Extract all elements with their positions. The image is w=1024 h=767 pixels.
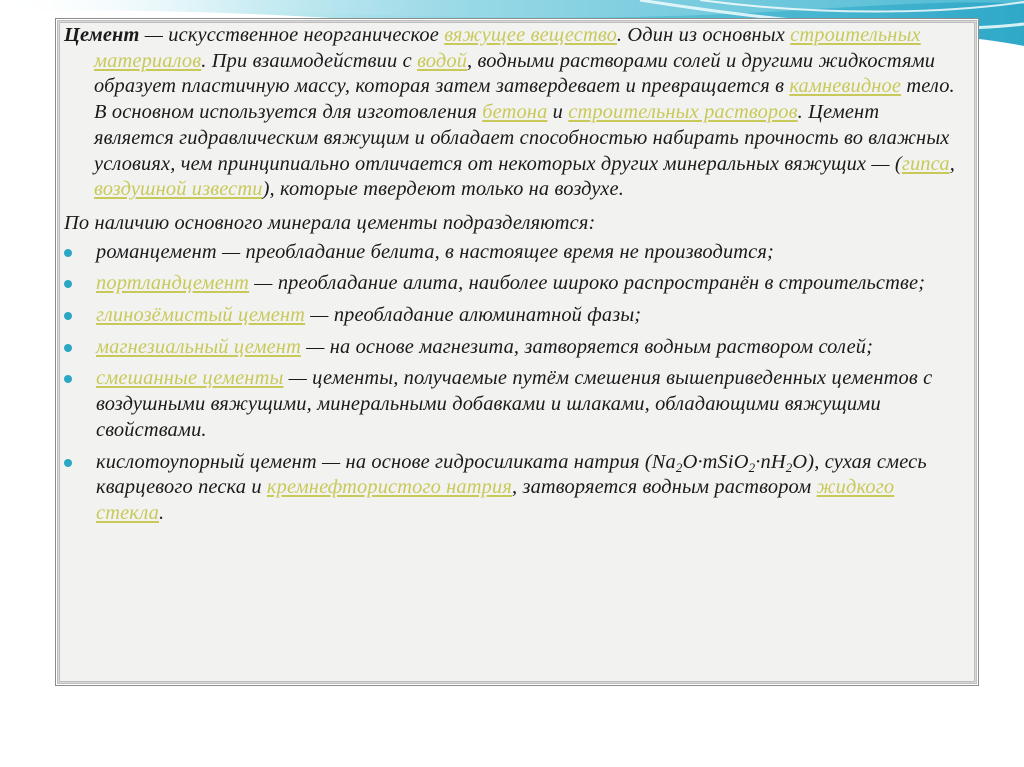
list-item: смешанные цементы — цементы, получаемые путём смешения вышеприведенных цементов с воздушными вяжущими, минеральными добавками и шлаками, обладающими вяжущими свойствами.: [64, 366, 964, 443]
bullet-icon: [64, 249, 72, 257]
list-item: романцемент — преобладание белита, в настоящее время не производится;: [64, 240, 964, 266]
slide-text: [64, 23, 964, 533]
bullet-icon: [64, 459, 72, 467]
bullet-icon: [64, 375, 72, 383]
link-magnesia-cement[interactable]: магнезиальный цемент: [96, 335, 301, 358]
link-binder[interactable]: вяжущее вещество: [444, 24, 617, 46]
list-item: кислотоупорный цемент — на основе гидросиликата натрия $(Na_2O\cdot mSiO_2\cdot nH_2O)$, сухая смесь кварцевого песка и кремнефтористого натрия, затворяется водным раствором жидкого стекла.: [64, 450, 964, 527]
term-cement: Цемент: [64, 24, 140, 46]
link-portland-cement[interactable]: портландцемент: [96, 272, 250, 295]
link-gypsum[interactable]: гипса: [901, 152, 950, 175]
bullet-icon: [64, 280, 72, 288]
list-item: портландцемент — преобладание алита, наиболее широко распространён в строительстве;: [64, 271, 964, 297]
link-sodium-fluorosilicate[interactable]: кремнефтористого натрия: [266, 476, 512, 499]
link-alumina-cement[interactable]: глинозёмистый цемент: [96, 304, 306, 327]
link-stonelike[interactable]: камневидное: [789, 75, 902, 98]
link-liquid-glass[interactable]: жидкого стекла: [96, 476, 895, 524]
bullet-icon: [64, 312, 72, 320]
link-mixed-cements[interactable]: смешанные цементы: [96, 367, 284, 390]
link-air-lime[interactable]: воздушной извести: [94, 178, 263, 201]
list-item: глинозёмистый цемент — преобладание алюминатной фазы;: [64, 303, 964, 329]
cement-types-list: [64, 240, 964, 527]
intro-paragraph: Цемент — искусственное неорганическое вяжущее вещество. Один из основных строительных материалов. При взаимодействии с водой, водными растворами солей и другими жидкостями образует пластичную массу, которая затем затвердевает и превращается в камневидное тело. В основном используется для изготовления бетона и строительных растворов. Цемент является гидравлическим вяжущим и обладает способностью набирать прочность во влажных условиях, чем принципиально отличается от некоторых других минеральных вяжущих — (гипса, воздушной извести), которые твердеют только на воздухе.: [64, 24, 955, 201]
link-water[interactable]: водой: [417, 49, 468, 72]
list-item: магнезиальный цемент — на основе магнезита, затворяется водным раствором солей;: [64, 335, 964, 361]
content-box: [55, 18, 979, 686]
link-building-materials[interactable]: строительных материалов: [94, 24, 921, 72]
classification-subtitle: По наличию основного минерала цементы подразделяются:: [64, 211, 596, 234]
link-concrete[interactable]: бетона: [482, 101, 548, 124]
bullet-icon: [64, 344, 72, 352]
link-mortars[interactable]: строительных растворов: [568, 101, 798, 124]
